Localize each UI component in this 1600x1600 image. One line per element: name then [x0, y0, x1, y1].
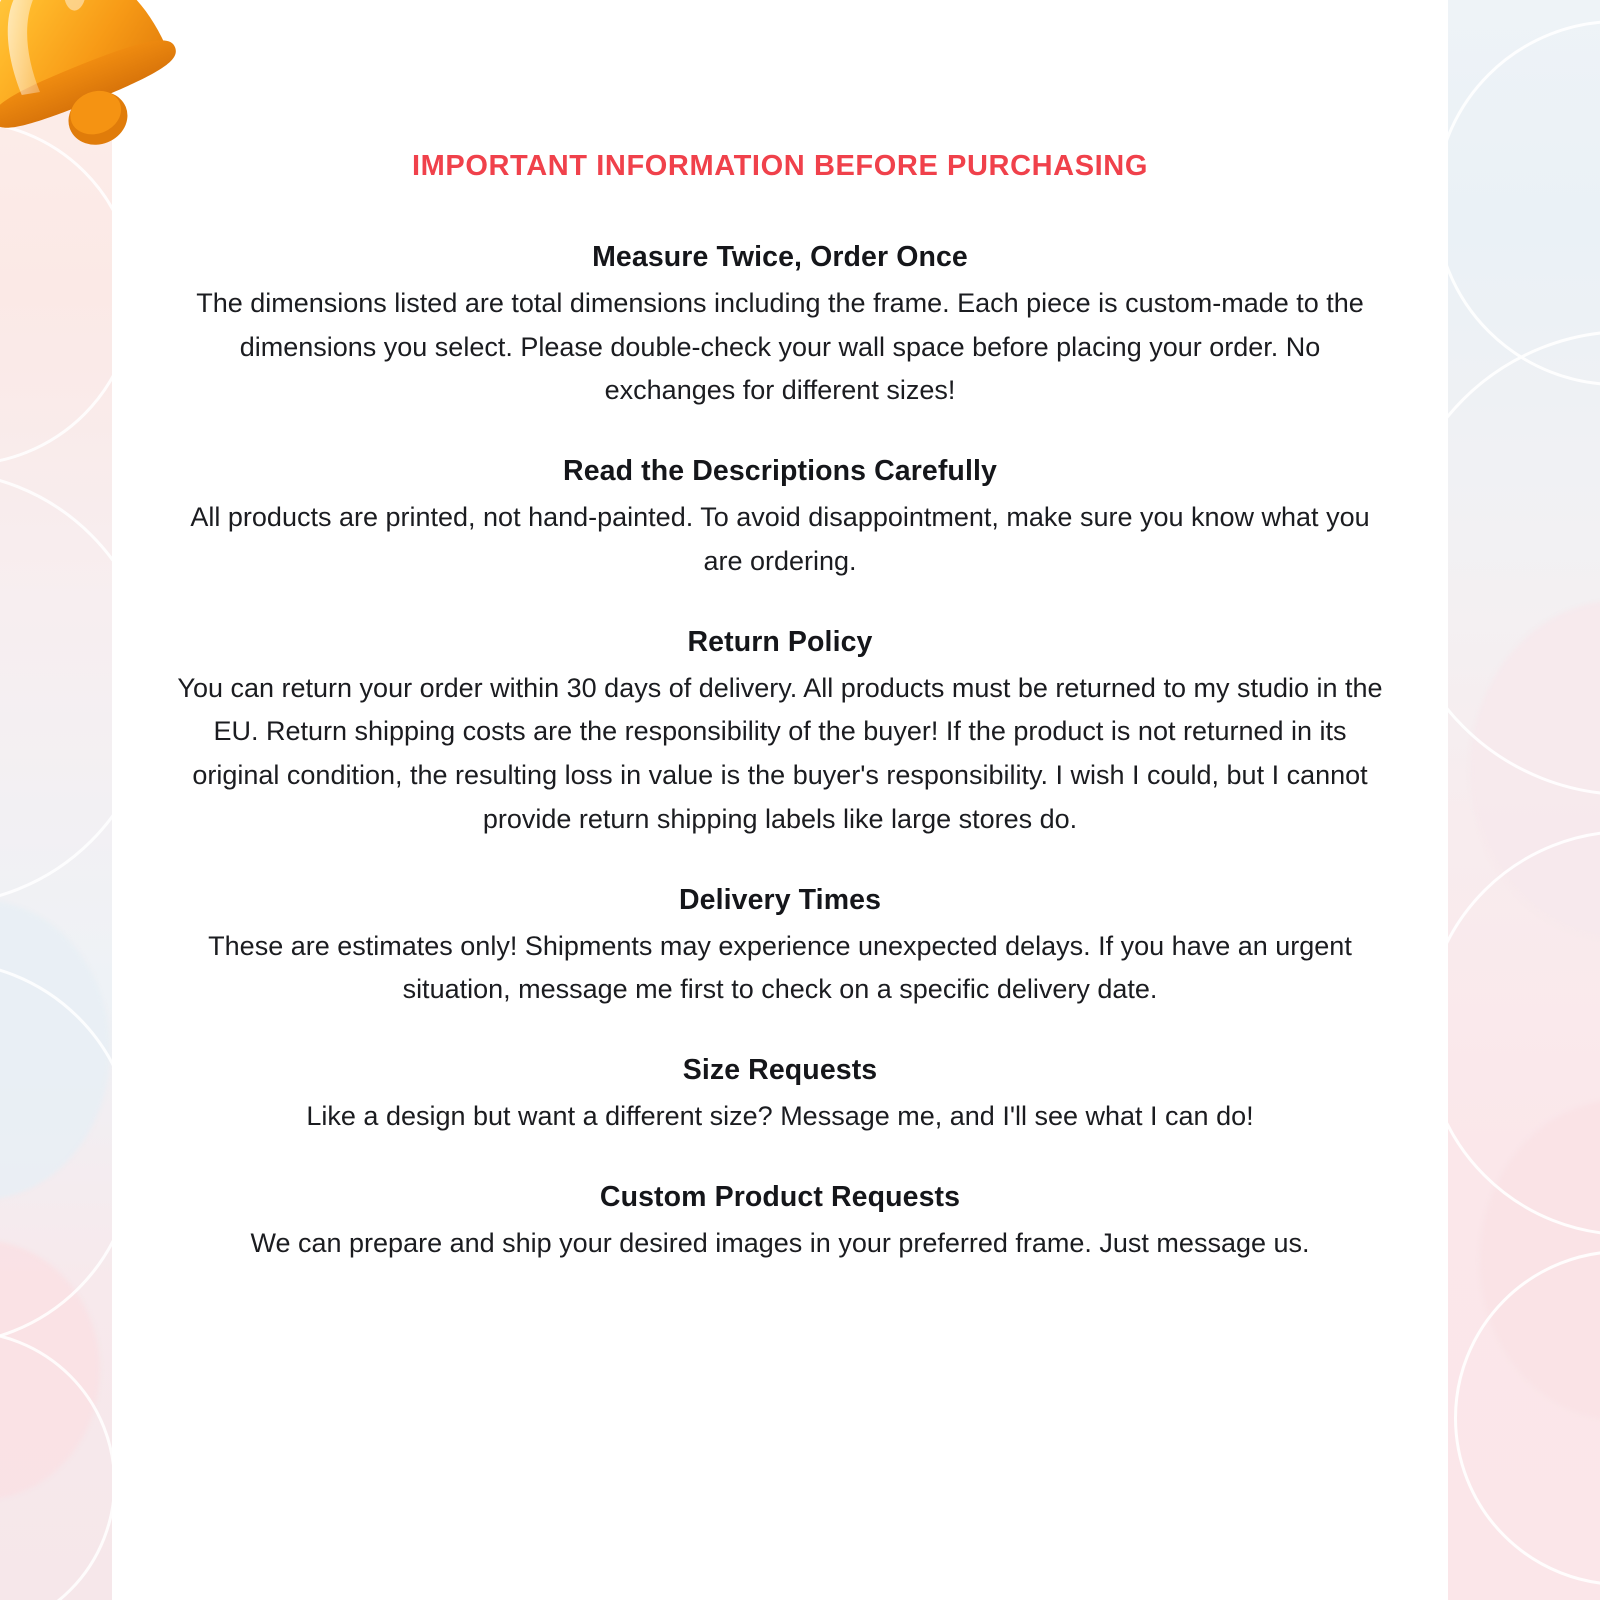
page-title: IMPORTANT INFORMATION BEFORE PURCHASING	[411, 150, 1149, 182]
decorative-swirl	[1454, 1250, 1600, 1586]
right-decorative-panel	[1448, 0, 1600, 1600]
section-size-requests	[172, 1054, 1388, 1139]
decorative-swirl	[1448, 20, 1600, 386]
decorative-swirl	[0, 470, 112, 906]
information-sheet	[112, 0, 1448, 1600]
section-body: The dimensions listed are total dimensions including the frame. Each piece is custom-made to the dimensions you select. Please double-check your wall space before placing your order. No exchanges for different sizes!	[196, 288, 1364, 406]
section-measure-twice	[172, 241, 1388, 413]
decorative-swirl	[1448, 330, 1600, 796]
section-heading: Measure Twice, Order Once	[592, 241, 968, 273]
section-body: Like a design but want a different size? Message me, and I'll see what I can do!	[306, 1101, 1254, 1132]
section-heading: Delivery Times	[678, 883, 882, 916]
section-return-policy	[172, 626, 1388, 842]
decorative-swirl	[1448, 830, 1600, 1236]
section-body: These are estimates only! Shipments may experience unexpected delays. If you have an urgent situation, message me first to check on a specific delivery date.	[208, 930, 1352, 1005]
bell-icon	[0, 0, 248, 204]
section-delivery-times	[172, 884, 1388, 1012]
section-heading: Custom Product Requests	[599, 1180, 961, 1213]
left-decorative-panel	[0, 0, 112, 1600]
section-body: All products are printed, not hand-painted. To avoid disappointment, make sure you know what you are ordering.	[190, 502, 1370, 576]
section-heading: Return Policy	[687, 625, 873, 658]
section-custom-product-requests	[172, 1181, 1388, 1266]
section-body: You can return your order within 30 days of delivery. All products must be returned to my studio in the EU. Return shipping costs are the responsibility of the buyer! If the product is not returned in its original condition, the resulting loss in value is the buyer's responsibility. I wish I could, but I cannot provide return shipping labels like large stores do.	[177, 672, 1383, 834]
section-heading: Size Requests	[682, 1054, 878, 1087]
section-body: We can prepare and ship your desired images in your preferred frame. Just message us.	[250, 1227, 1310, 1258]
section-heading: Read the Descriptions Carefully	[563, 455, 997, 488]
section-read-descriptions	[172, 455, 1388, 583]
